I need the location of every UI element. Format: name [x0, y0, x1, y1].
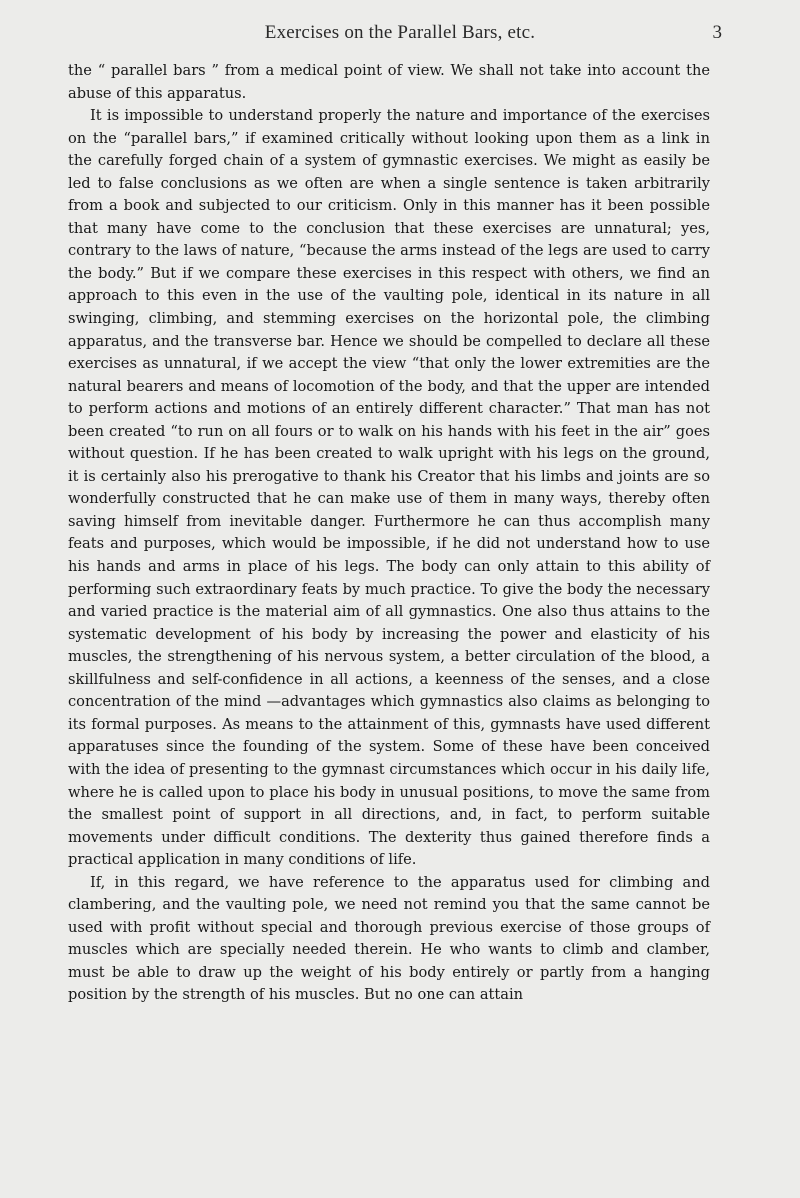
- paragraph-continuation: the “ parallel bars ” from a medical point of view. We shall not take into account the abuse of this apparatus.: [68, 62, 710, 102]
- body-text: [68, 60, 710, 1007]
- paragraph-parallel-bars-nature: It is impossible to understand properly the nature and importance of the exercises on the “parallel bars,” if examined critically without looking upon them as a link in the carefully forged chain of a system of gymnastic exercises. We might as easily be led to false conclusions as we often are when a single sentence is taken arbitrarily from a book and subjected to our criticism. Only in this manner has it been possible that many have come to the conclusion that these exercises are unnatural; yes, contrary to the laws of nature, “because the arms instead of the legs are used to carry the body.” But if we compare these exercises in this respect with others, we find an approach to this even in the use of the vaulting pole, identical in its nature in all swinging, climbing, and stemming exercises on the horizontal pole, the climbing apparatus, and the transverse bar. Hence we should be compelled to declare all these exercises as unnatural, if we accept the view “that only the lower extremities are the natural bearers and means of locomotion of the body, and that the upper are intended to perform actions and motions of an entirely different character.” That man has not been created “to run on all fours or to walk on his hands with his feet in the air” goes without question. If he has been created to walk upright with his legs on the ground, it is certainly also his prerogative to thank his Creator that his limbs and joints are so wonderfully constructed that he can make use of them in many ways, thereby often saving himself from inevitable danger. Furthermore he can thus accomplish many feats and purposes, which would be impossible, if he did not understand how to use his hands and arms in place of his legs. The body can only attain to this ability of performing such extraordinary feats by much practice. To give the body the necessary and varied practice is the material aim of all gymnastics. One also thus attains to the systematic development of his body by increasing the power and elasticity of his muscles, the strengthening of his nervous system, a better circulation of the blood, a skillfulness and self-confidence in all actions, a keenness of the senses, and a close concentration of the mind —advantages which gymnastics also claims as belonging to its formal purposes. As means to the attainment of this, gymnasts have used different apparatuses since the founding of the system. Some of these have been conceived with the idea of presenting to the gymnast circumstances which occur in his daily life, where he is called upon to place his body in unusual positions, to move the same from the smallest point of support in all directions, and, in fact, to perform suitable movements under difficult conditions. The dexterity thus gained therefore finds a practical application in many conditions of life.: [68, 107, 710, 869]
- running-title: Exercises on the Parallel Bars, etc.: [264, 22, 536, 43]
- running-header: [0, 22, 800, 46]
- paragraph-climbing-apparatus: If, in this regard, we have reference to the apparatus used for climbing and clambering, and the vaulting pole, we need not remind you that the same cannot be used with profit without special and thorough previous exercise of those groups of muscles which are specially needed therein. He who wants to climb and clamber, must be able to draw up the weight of his body entirely or partly from a hanging position by the strength of his muscles. But no one can attain: [68, 873, 710, 1004]
- page-number: 3: [712, 22, 722, 43]
